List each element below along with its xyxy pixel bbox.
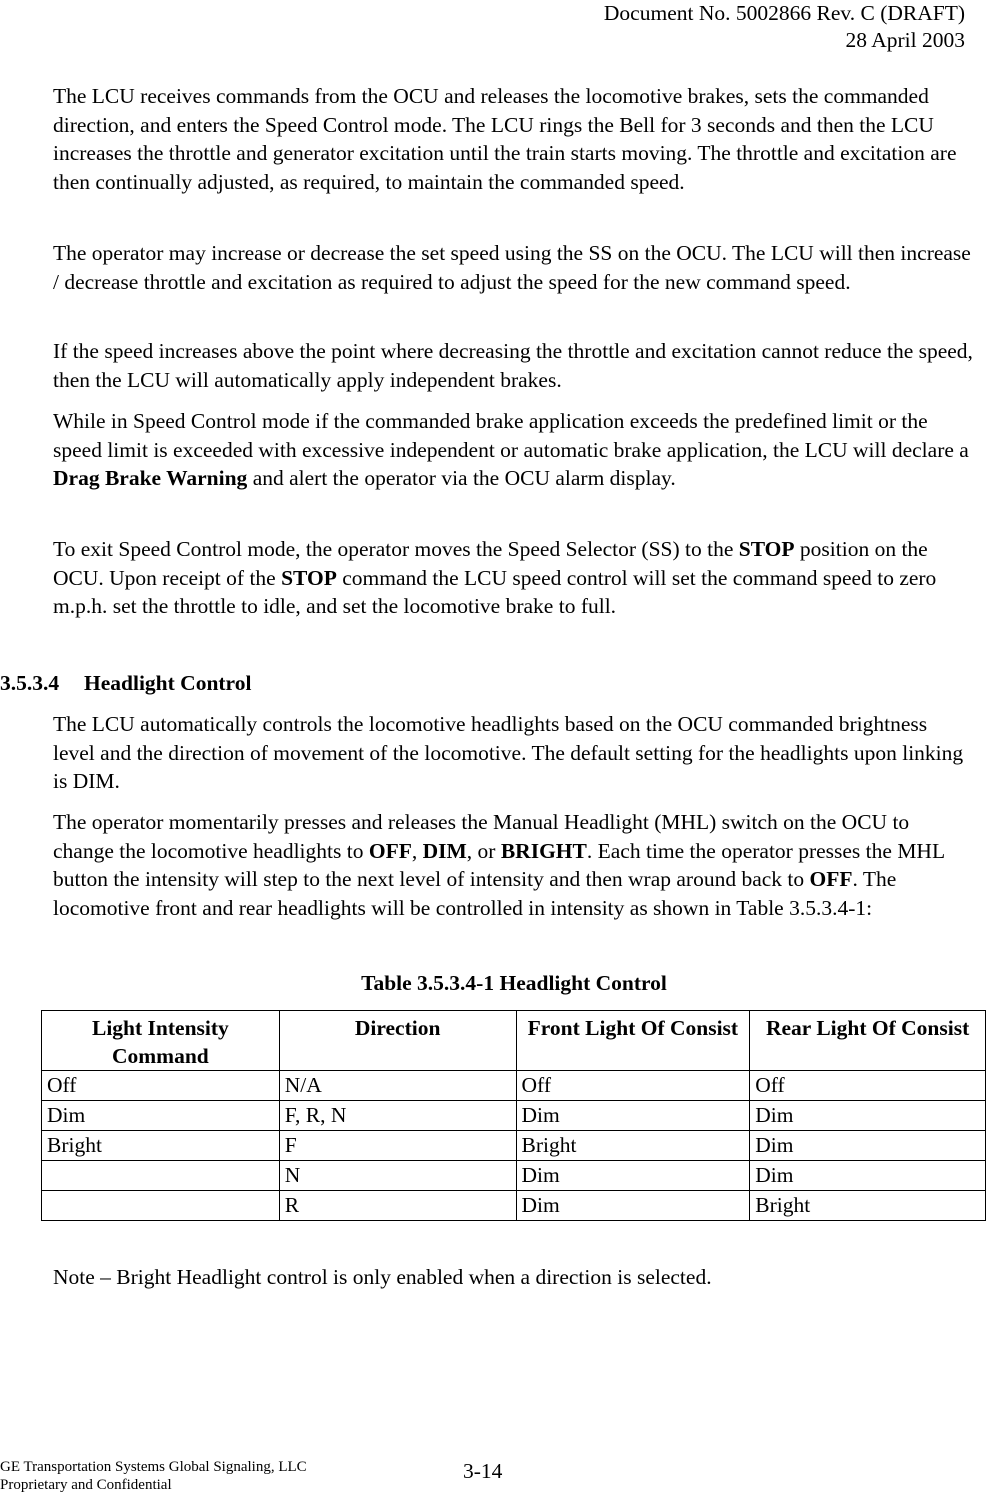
table-cell: Dim [42, 1101, 280, 1131]
table-cell: Dim [750, 1101, 986, 1131]
footer-company: GE Transportation Systems Global Signaling, LLC [0, 1459, 307, 1475]
table-cell: Bright [750, 1191, 986, 1221]
table-caption: Table 3.5.3.4-1 Headlight Control [361, 971, 667, 995]
paragraph-exit-speed-control [53, 535, 973, 621]
page-footer [0, 1458, 307, 1494]
text-run: . The locomotive front and rear headlights will be controlled in intensity as shown in Table 3.5.3.4-1: [53, 867, 897, 920]
column-header-light-intensity: Light Intensity Command [42, 1011, 280, 1071]
footer-confidentiality: Proprietary and Confidential [0, 1477, 172, 1493]
table-row [42, 1191, 986, 1221]
paragraph-lcu-commands [53, 82, 973, 196]
document-date: 28 April 2003 [845, 28, 965, 52]
headlight-control-table [41, 1010, 986, 1221]
table-cell: Bright [516, 1131, 750, 1161]
table-header-row [42, 1011, 986, 1071]
bright-term: BRIGHT [500, 838, 587, 863]
table-cell: F, R, N [279, 1101, 516, 1131]
table-cell: Dim [516, 1191, 750, 1221]
stop-term: STOP [738, 537, 795, 561]
dim-term: DIM [422, 838, 467, 863]
table-cell: Dim [750, 1131, 986, 1161]
text-run: position on the OCU. Upon receipt of the [53, 537, 928, 590]
text-run: The operator momentarily presses and releases the Manual Headlight (MHL) switch on the OCU to change the locomotive headlights to [53, 810, 910, 863]
table-row [42, 1131, 986, 1161]
table-cell [42, 1191, 280, 1221]
section-heading [0, 669, 251, 697]
paragraph-text: If the speed increases above the point where decreasing the throttle and excitation cannot reduce the speed, then the LCU will automatically apply independent brakes. [53, 339, 973, 392]
table-cell: N [279, 1161, 516, 1191]
page-number: 3-14 [463, 1459, 503, 1483]
stop-term: STOP [281, 565, 337, 590]
table-cell: Off [516, 1071, 750, 1101]
table-cell: Off [750, 1071, 986, 1101]
table-cell: Bright [42, 1131, 280, 1161]
text-run: and alert the operator via the OCU alarm display. [247, 466, 676, 490]
paragraph-headlight-auto [53, 710, 973, 796]
paragraph-text: The LCU automatically controls the locomotive headlights based on the OCU commanded brightness level and the direction of movement of the locomotive. The default setting for the headlights upon linking is DIM. [53, 712, 964, 793]
paragraph-text: The operator may increase or decrease the set speed using the SS on the OCU. The LCU will then increase / decrease throttle and excitation as required to adjust the speed for the new command speed. [53, 241, 971, 294]
paragraph-drag-brake [53, 407, 973, 493]
table-cell: N/A [279, 1071, 516, 1101]
paragraph-text [53, 808, 973, 922]
column-header-rear-light: Rear Light Of Consist [750, 1011, 986, 1071]
column-header-direction: Direction [279, 1011, 516, 1071]
text-run: While in Speed Control mode if the commanded brake application exceeds the predefined limit or the speed limit is exceeded with excessive independent or automatic brake application, the LCU will declare a [53, 409, 969, 462]
paragraph-headlight-manual [53, 808, 973, 922]
table-note: Note – Bright Headlight control is only enabled when a direction is selected. [53, 1265, 712, 1289]
table-row [42, 1101, 986, 1131]
table-cell: Dim [516, 1101, 750, 1131]
text-run: , [411, 838, 423, 863]
table-row [42, 1161, 986, 1191]
text-run: . Each time the operator presses the MHL button the intensity will step to the next level of intensity and then wrap around back to [53, 838, 945, 891]
text-run: command the LCU speed control will set the command speed to zero m.p.h. set the throttle to idle, and set the locomotive brake to full. [53, 565, 937, 618]
table-cell: Off [42, 1071, 280, 1101]
off-term: OFF [809, 867, 853, 891]
document-number: Document No. 5002866 Rev. C (DRAFT) [603, 1, 965, 25]
paragraph-text: The LCU receives commands from the OCU and releases the locomotive brakes, sets the commanded direction, and enters the Speed Control mode. The LCU rings the Bell for 3 seconds and then the LCU increases the throttle and generator excitation until the train starts moving. The throttle and excitation are then continually adjusted, as required, to maintain the commanded speed. [53, 84, 957, 194]
table-cell: Dim [750, 1161, 986, 1191]
paragraph-speed-increase [53, 337, 973, 394]
text-run: To exit Speed Control mode, the operator moves the Speed Selector (SS) to the [53, 537, 739, 561]
paragraph-text [53, 535, 973, 621]
paragraph-text [53, 407, 973, 493]
section-title: Headlight Control [84, 671, 252, 695]
column-header-front-light: Front Light Of Consist [516, 1011, 750, 1071]
off-term: OFF [368, 838, 412, 863]
table-row [42, 1071, 986, 1101]
table-cell: F [279, 1131, 516, 1161]
table-cell: R [279, 1191, 516, 1221]
drag-brake-warning-term: Drag Brake Warning [53, 466, 248, 490]
table-cell [42, 1161, 280, 1191]
text-run: , or [466, 838, 501, 863]
paragraph-set-speed [53, 239, 973, 296]
document-header [604, 0, 965, 54]
section-number: 3.5.3.4 [0, 671, 60, 695]
table-cell: Dim [516, 1161, 750, 1191]
